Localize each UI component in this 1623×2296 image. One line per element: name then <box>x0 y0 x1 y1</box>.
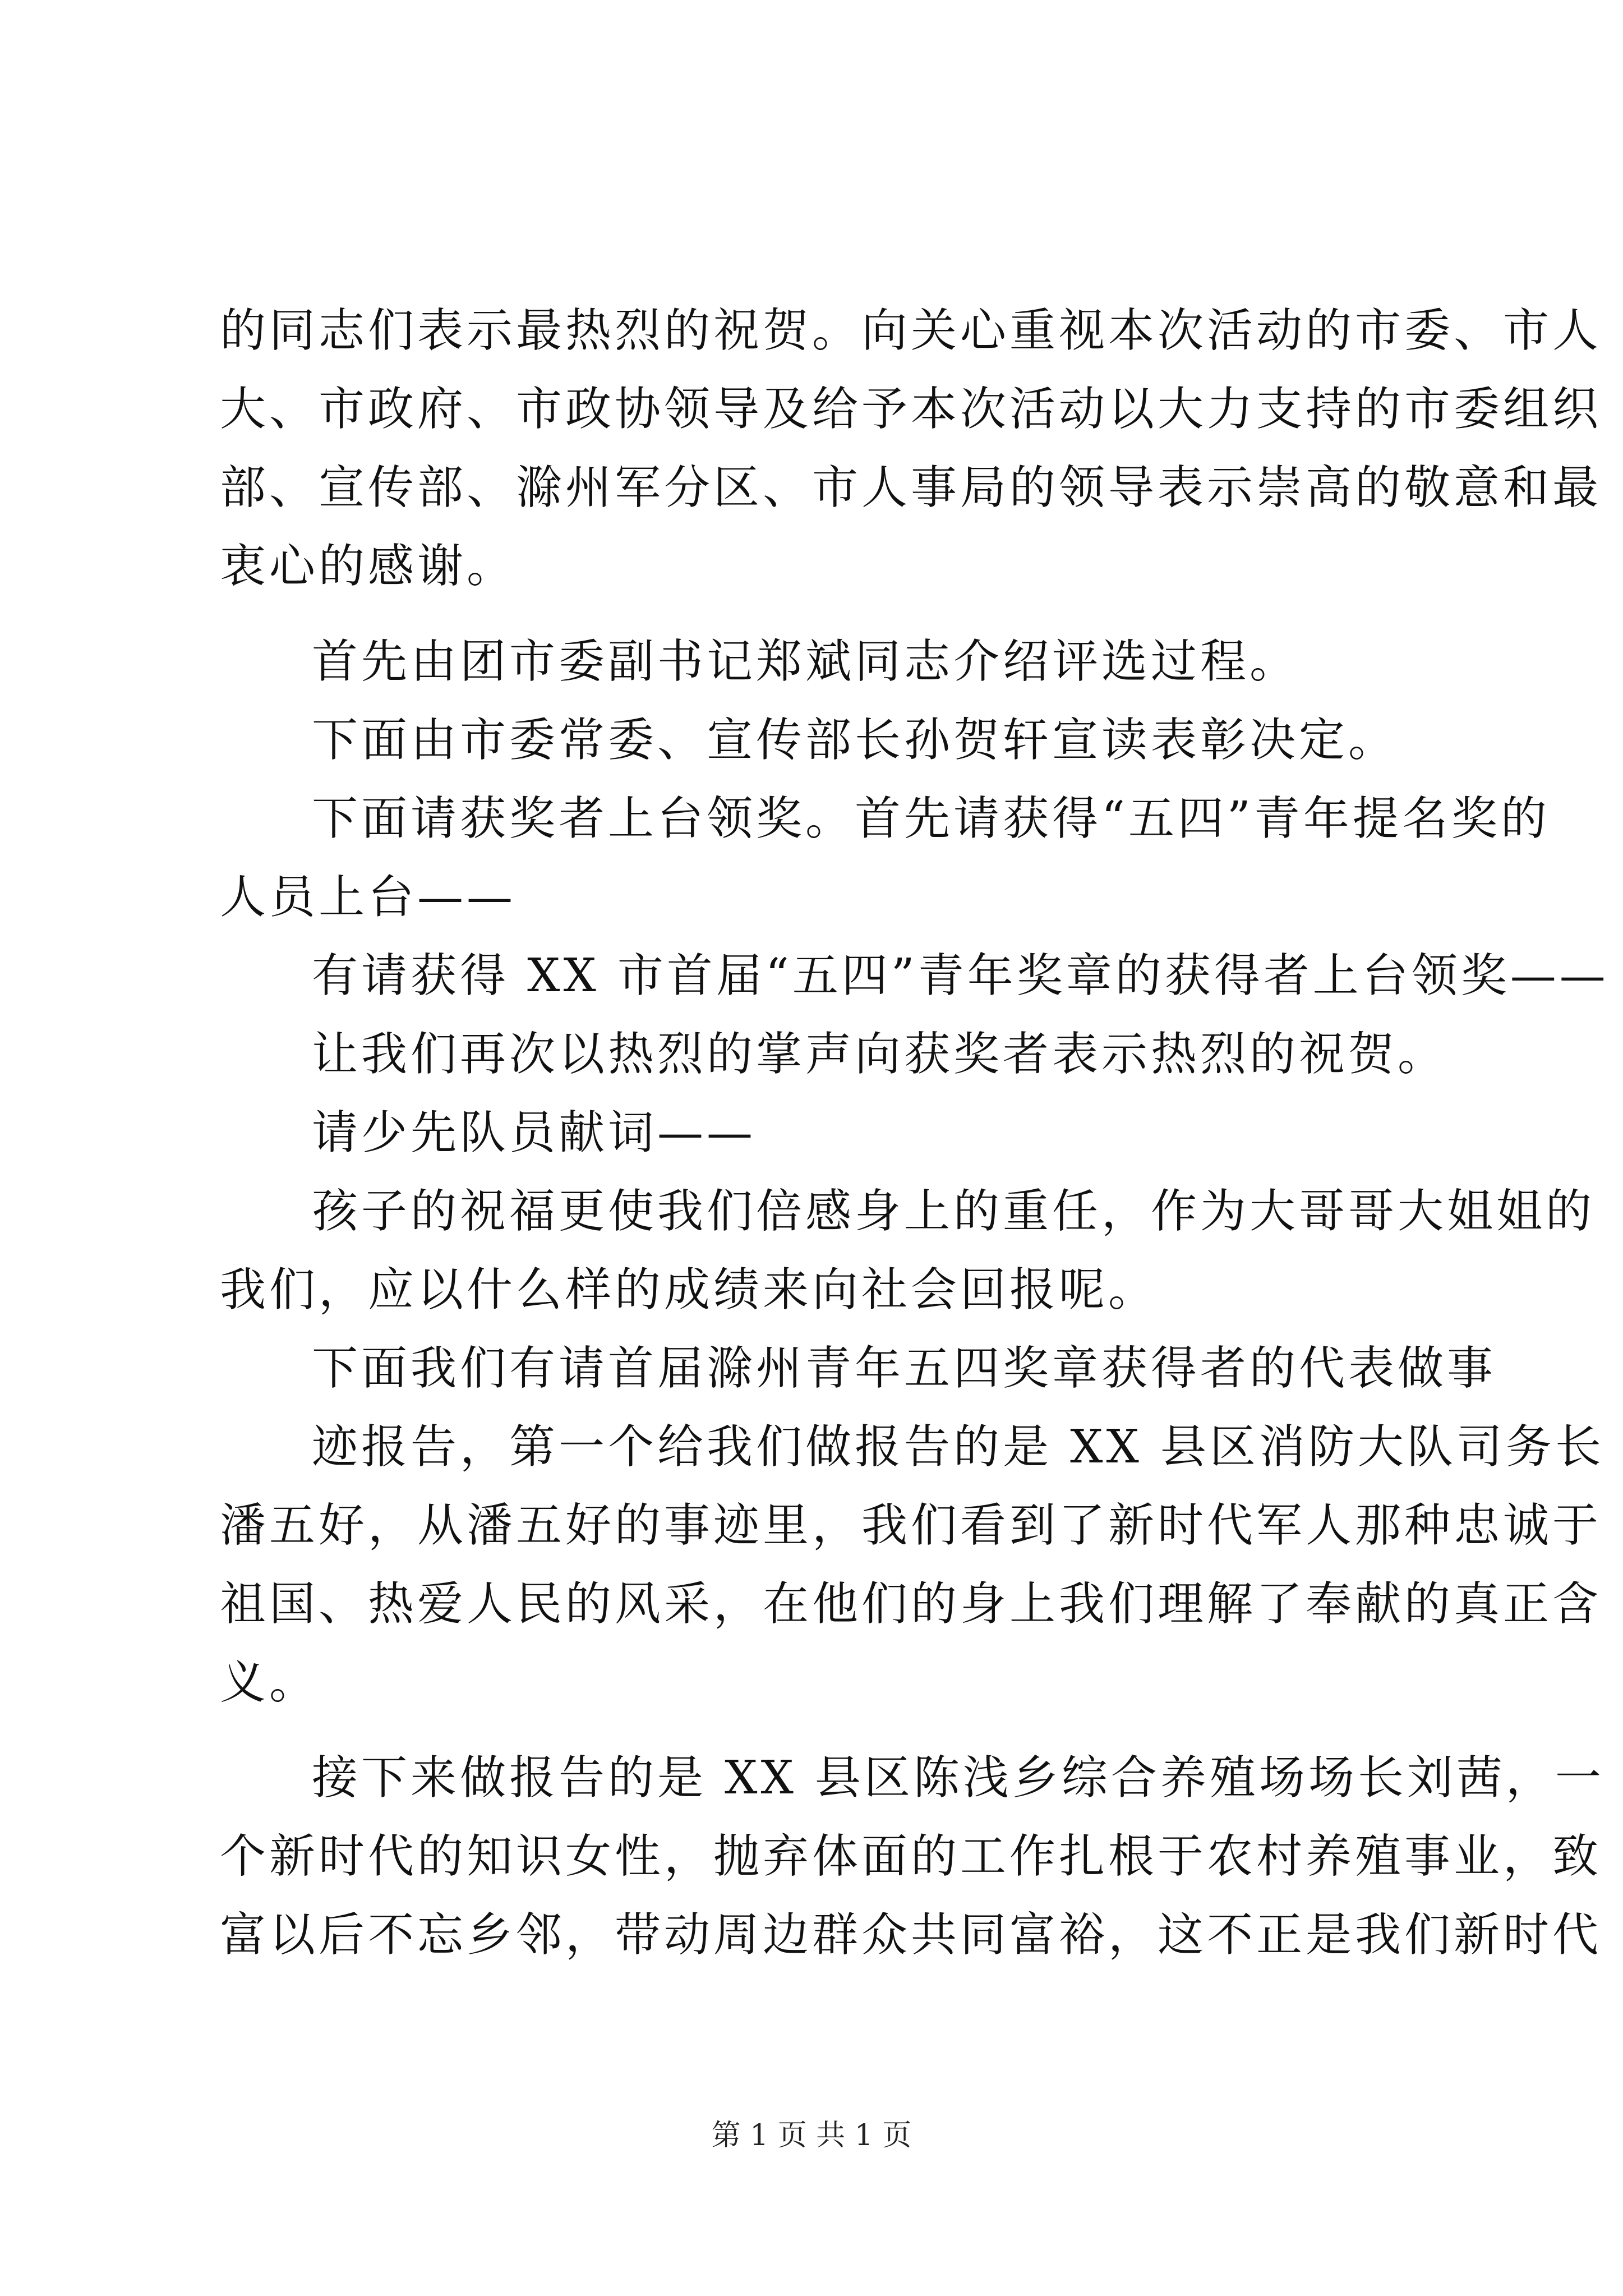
text-line: 孩子的祝福更使我们倍感身上的重任，作为大哥哥大姐姐的 <box>312 1185 1596 1238</box>
text-line: 义。 <box>220 1656 319 1709</box>
text-line: 人员上台—— <box>220 871 517 924</box>
text-line: 首先由团市委副书记郑斌同志介绍评选过程。 <box>312 635 1299 688</box>
text-line: 衷心的感谢。 <box>220 540 517 593</box>
text-line: 个新时代的知识女性，抛弃体面的工作扎根于农村养殖事业，致 <box>220 1830 1602 1883</box>
text-line: 的同志们表示最热烈的祝贺。向关心重视本次活动的市委、市人 <box>220 304 1602 357</box>
text-line: 富以后不忘乡邻，带动周边群众共同富裕，这不正是我们新时代 <box>220 1908 1602 1962</box>
text-line: 有请获得 XX 市首届“五四”青年奖章的获得者上台领奖—— <box>312 949 1609 1002</box>
text-line: 接下来做报告的是 XX 县区陈浅乡综合养殖场场长刘茜，一 <box>312 1751 1604 1805</box>
text-line: 下面我们有请首届滁州青年五四奖章获得者的代表做事 <box>312 1342 1497 1395</box>
paragraph-gap <box>220 606 1420 623</box>
text-line: 下面请获奖者上台领奖。首先请获得“五四”青年提名奖的 <box>312 792 1550 845</box>
text-line: 请少先队员献词—— <box>312 1106 757 1159</box>
text-line: 大、市政府、市政协领导及给予本次活动以大力支持的市委组织 <box>220 383 1602 436</box>
page-footer: 第 1 页 共 1 页 <box>711 2119 912 2152</box>
text-line: 祖国、热爱人民的风采，在他们的身上我们理解了奉献的真正含 <box>220 1577 1602 1631</box>
text-line: 下面由市委常委、宣传部长孙贺轩宣读表彰决定。 <box>312 714 1398 767</box>
text-line: 潘五好，从潘五好的事迹里，我们看到了新时代军人那种忠诚于 <box>220 1499 1602 1552</box>
paragraph-gap <box>220 1722 1420 1739</box>
document-body <box>220 292 1609 1975</box>
text-line: 我们，应以什么样的成绩来向社会回报呢。 <box>220 1263 1158 1317</box>
text-line: 让我们再次以热烈的掌声向获奖者表示热烈的祝贺。 <box>312 1028 1447 1081</box>
text-line: 迹报告，第一个给我们做报告的是 XX 县区消防大队司务长 <box>312 1420 1604 1474</box>
text-line: 部、宣传部、滁州军分区、市人事局的领导表示崇高的敬意和最 <box>220 461 1602 514</box>
